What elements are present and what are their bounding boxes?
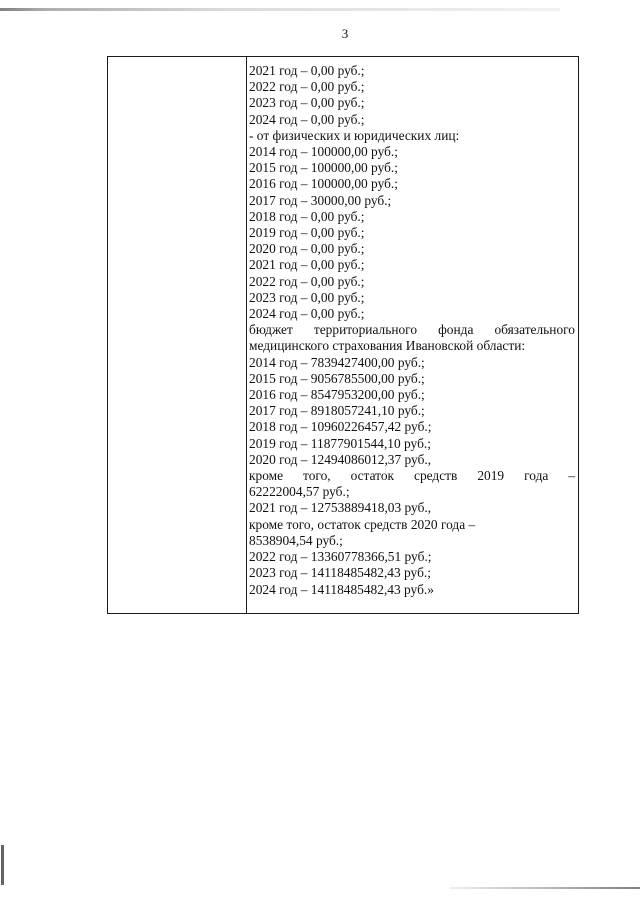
text-line: 2020 год – 12494086012,37 руб., (249, 451, 432, 467)
text-line: 2024 год – 14118485482,43 руб.» (249, 581, 434, 597)
text-line: медицинского страхования Ивановской области: (249, 338, 526, 354)
text-line: 2024 год – 0,00 руб.; (249, 111, 365, 127)
text-line: 2021 год – 0,00 руб.; (249, 257, 365, 273)
text-line: 2023 год – 14118485482,43 руб.; (249, 565, 431, 581)
table-left-cell (108, 57, 247, 613)
text-line: 2023 год – 0,00 руб.; (249, 95, 365, 111)
text-line: 2019 год – 0,00 руб.; (249, 225, 365, 241)
text-line: 2019 год – 11877901544,10 руб.; (249, 435, 431, 451)
text-line: 2015 год – 100000,00 руб.; (249, 160, 398, 176)
text-line: 2020 год – 0,00 руб.; (249, 241, 365, 257)
scan-edge-left (1, 845, 4, 885)
text-line: 2022 год – 0,00 руб.; (249, 273, 365, 289)
text-line: 2016 год – 100000,00 руб.; (249, 176, 398, 192)
scan-edge-bottom (450, 887, 640, 889)
text-line: 2014 год – 7839427400,00 руб.; (249, 354, 425, 370)
text-line: 2018 год – 10960226457,42 руб.; (249, 419, 432, 435)
text-line: 8538904,54 руб.; (249, 532, 343, 548)
text-line: 2022 год – 13360778366,51 руб.; (249, 549, 432, 565)
page-number: 3 (341, 26, 349, 41)
text-line: 2021 год – 12753889418,03 руб., (249, 500, 432, 516)
text-line: 2015 год – 9056785500,00 руб.; (249, 370, 425, 386)
text-line: 2023 год – 0,00 руб.; (249, 289, 365, 305)
text-line: 62222004,57 руб.; (249, 484, 350, 500)
text-line: 2024 год – 0,00 руб.; (249, 306, 365, 322)
text-line: 2017 год – 8918057241,10 руб.; (249, 403, 425, 419)
text-line: кроме того, остаток средств 2020 года – (249, 516, 476, 532)
text-line: 2016 год – 8547953200,00 руб.; (249, 387, 425, 403)
text-line: кроме того, остаток средств 2019 года – (249, 468, 575, 484)
text-line: 2018 год – 0,00 руб.; (249, 208, 365, 224)
text-line: 2022 год – 0,00 руб.; (249, 79, 365, 95)
text-line: 2017 год – 30000,00 руб.; (249, 192, 392, 208)
text-line: 2014 год – 100000,00 руб.; (249, 144, 398, 160)
table-right-cell (247, 57, 578, 613)
text-line: бюджет территориального фонда обязательного (249, 322, 575, 338)
scan-edge-top (0, 8, 560, 11)
text-line: 2021 год – 0,00 руб.; (249, 63, 365, 78)
document-table (107, 56, 579, 614)
text-line: - от физических и юридических лиц: (249, 127, 460, 143)
